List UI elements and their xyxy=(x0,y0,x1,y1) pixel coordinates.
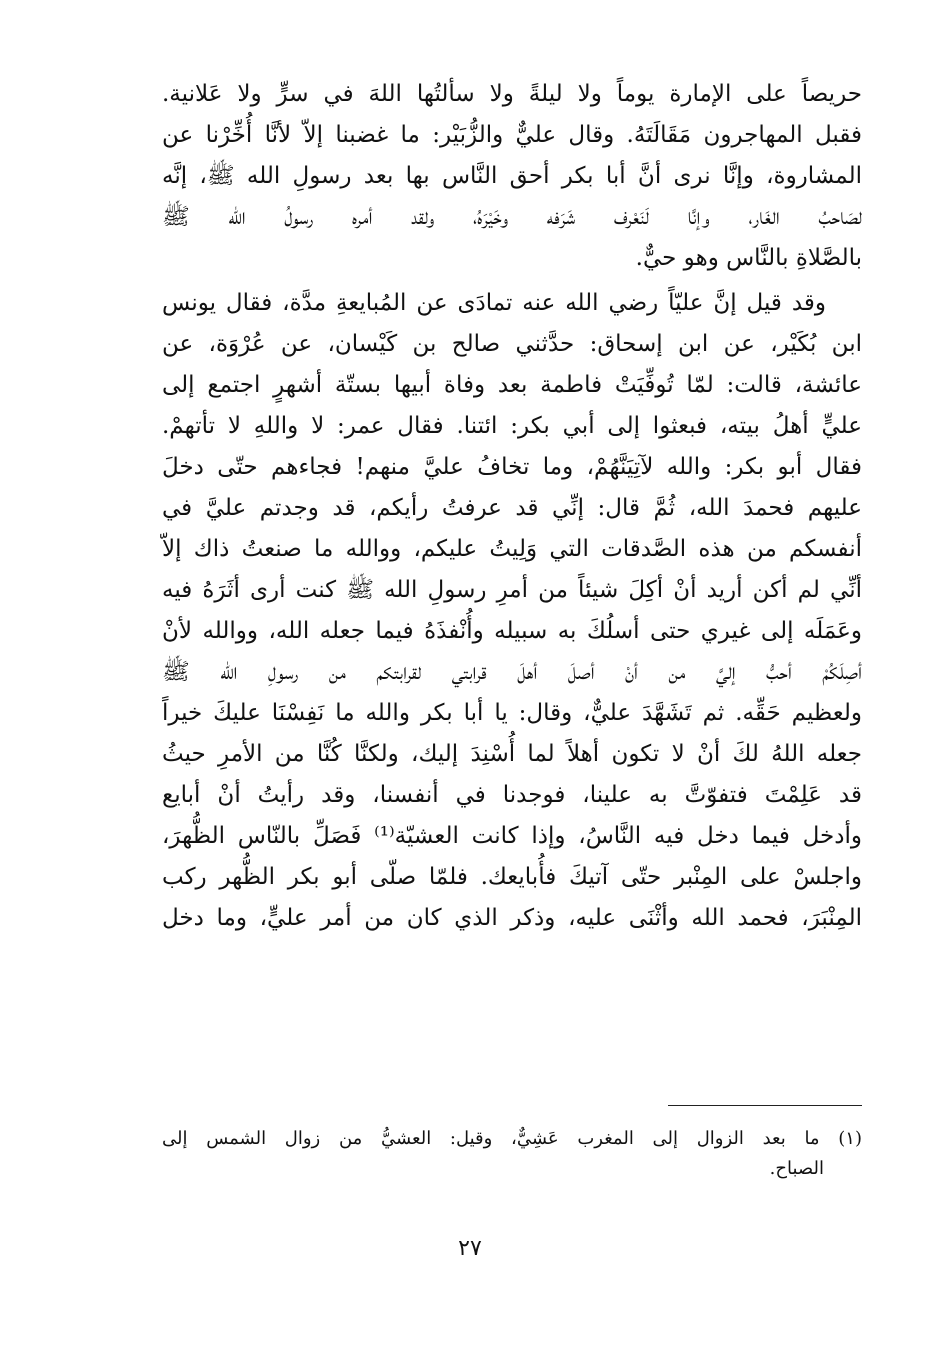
footnotes xyxy=(162,1124,862,1184)
text-line: واجلسْ على المِنْبر حتّى آتيكَ فأُبايعك. فلمّا صلّى أبو بكر الظُّهر ركب xyxy=(162,864,862,890)
text-line: وقد قيل إنَّ عليّاً رضي الله عنه تمادَى عن المُبايعةِ مدَّة، فقال يونس xyxy=(162,290,826,316)
page-number: ٢٧ xyxy=(458,1236,482,1261)
text-line: المشاروة، وإنَّا نرى أنَّ أبا بكر أحق النَّاس بها بعد رسولِ الله ﷺ، إنَّه xyxy=(162,163,862,189)
text-line: ولعظيم حَقِّه. ثم تَشَهَّدَ عليٌّ، وقال: يا أبا بكر والله ما نَفِسْنَا عليكَ خيراً xyxy=(162,700,862,726)
text-line: أنِّي لم أكن أريد أنْ أكِلَ شيئاً من أمرِ رسولِ الله ﷺ كنت أرى أثَرَهُ فيه xyxy=(162,577,862,603)
text-line: بالصَّلاةِ بالنَّاس وهو حيٌّ. xyxy=(635,245,862,271)
text-line: أنفسكم من هذه الصَّدقات التي وَلِيتُ عليكم، ووالله ما صنعتُ ذاك إلاّ xyxy=(162,536,862,562)
paragraph-1 xyxy=(162,74,862,279)
paragraph-2 xyxy=(162,283,862,939)
text-line: جعله اللهُ لكَ أنْ لا تكون أهلاً لما أُسْنِدَ إليك، ولكنَّا كُنَّا من الأمرِ حيثُ xyxy=(162,741,862,767)
text-line: قد عَلِمْتَ فتفوّتَّ به علينا، فوجدنا في أنفسنا، وقد رأيتُ أنْ أبايع xyxy=(162,782,862,808)
text-line: عليهم فحمدَ الله، ثُمَّ قال: إنِّي قد عرفتُ رأيكم، قد وجدتم عليَّ في xyxy=(162,495,862,521)
text-line: وعَمَلَه إلى غيري حتى أسلُكَ به سبيله وأُنْفذَهُ فيما جعله الله، ووالله لأنْ xyxy=(162,618,862,644)
footnote-divider xyxy=(668,1105,862,1106)
text-line: لصَاحبُ الغَار، وإنَّا لَنَعْرف شَرَفه وخَيْرَهُ، ولقد أمره رسولُ الله ﷺ xyxy=(162,204,862,230)
text-line: فقال أبو بكر: والله لآتِيَنَّهُمْ، وما تخافُ عليَّ منهم! فجاءهم حتّى دخلَ xyxy=(162,454,862,480)
text-line: فقبل المهاجرون مَقَالَتَهُ. وقال عليٌّ والزُّبَيْر: ما غضبنا إلاّ لأنَّا أُخِّرْنا عن xyxy=(162,122,862,148)
text-line: عائشة، قالت: لمّا تُوفِّيَتْ فاطمة بعد وفاة أبيها بستّة أشهرٍ اجتمع إلى xyxy=(162,372,862,398)
footnote-line: الصباح. xyxy=(769,1158,824,1179)
body-text xyxy=(162,74,862,939)
text-line: أصِلَكُمْ أحبُّ إليَّ من أنْ أصلَ أهلَ قرابتي لقرابتكم من رسولِ الله ﷺ xyxy=(162,659,862,685)
text-line: عليٍّ أهلُ بيته، فبعثوا إلى أبي بكر: ائتنا. فقال عمر: لا واللهِ لا تأتهمْ. xyxy=(162,413,862,439)
text-line: ابن بُكَيْر، عن ابن إسحاق: حدَّثني صالح بن كَيْسان، عن عُرْوَة، عن xyxy=(162,331,862,357)
text-line: حريصاً على الإمارة يوماً ولا ليلةً ولا سألتُها اللهَ في سرٍّ ولا عَلانية. xyxy=(162,81,862,107)
text-line: وأدخل فيما دخل فيه النَّاسُ، وإذا كانت العشيّة⁽¹⁾ فَصَلِّ بالنّاس الظُّهرَ، xyxy=(162,823,862,849)
footnote-line: (١) ما بعد الزوال إلى المغرب عَشِيٌّ، وقيل: العشيُّ من زوال الشمس إلى xyxy=(162,1128,862,1149)
text-line: المِنْبَرَ، فحمد الله وأثْنَى عليه، وذكر الذي كان من أمر عليٍّ، وما دخل xyxy=(162,905,862,931)
